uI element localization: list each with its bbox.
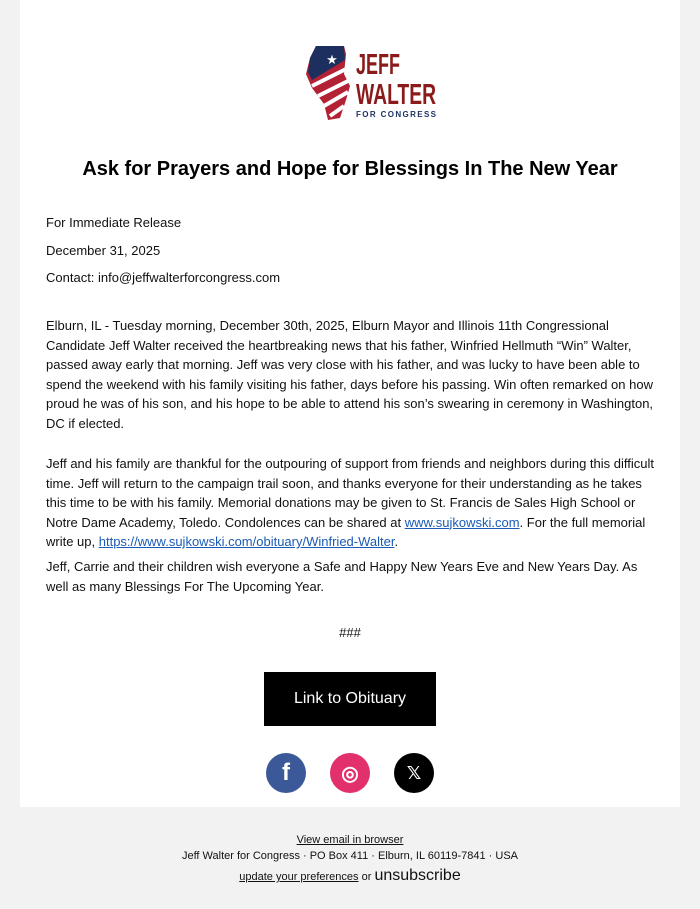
release-label: For Immediate Release (46, 215, 182, 230)
facebook-icon[interactable]: f (266, 753, 306, 793)
svg-text:JEFF: JEFF (356, 49, 400, 81)
paragraph-2 (46, 454, 656, 552)
text: . (394, 534, 399, 549)
obituary-url-link[interactable]: https://www.sujkowski.com/obituary/Winfried-Walter (98, 534, 395, 549)
footer (0, 832, 700, 885)
text: Jeff and his family are thankful for the outpouring of support from friends and neighbors during this difficult time. Jeff will return to the campaign trail soon, and thanks everyone for their understanding as he takes this time to be with his family. Memorial donations may be given to St. Francis de Sales High School or Notre Dame Academy, Toledo. Condolences can be shared at (46, 456, 654, 530)
mailing-address: Jeff Walter for Congress · PO Box 411 · Elburn, IL 60119-7841 · USA (181, 850, 519, 862)
page-title: Ask for Prayers and Hope for Blessings In The New Year (82, 158, 618, 180)
email-card (20, 0, 680, 807)
contact-line: Contact: info@jeffwalterforcongress.com (46, 270, 281, 285)
campaign-logo (304, 44, 438, 122)
svg-text:WALTER: WALTER (356, 79, 437, 111)
release-date: December 31, 2025 (46, 243, 161, 258)
x-icon[interactable]: 𝕏 (394, 753, 434, 793)
obituary-button[interactable]: Link to Obituary (264, 672, 436, 726)
svg-text:FOR CONGRESS: FOR CONGRESS (356, 110, 436, 119)
view-in-browser-link[interactable]: View email in browser (296, 834, 404, 846)
paragraph-1: Elburn, IL - Tuesday morning, December 30th, 2025, Elburn Mayor and Illinois 11th Congressional Candidate Jeff Walter received the heartbreaking news that his father, Winfried Hellmuth “Win” Walter, passed away early that morning. Jeff was very close with his father, and was lucky to have been able to spend the weekend with his family visiting his father, days before his passing. Win often remarked on how proud he was of his son, and his hope to be able to attend his son’s swearing in ceremony in Washington, DC if elected. (46, 318, 654, 431)
or-text: or (358, 871, 375, 883)
update-preferences-link[interactable]: update your preferences (239, 871, 359, 883)
text: . For the full memorial write up, (46, 514, 646, 549)
end-marker: ### (339, 625, 361, 640)
instagram-icon[interactable]: ◎ (330, 753, 370, 793)
unsubscribe-link[interactable]: unsubscribe (374, 867, 461, 884)
paragraph-3: Jeff, Carrie and their children wish everyone a Safe and Happy New Years Eve and New Years Day. As well as many Blessings For The Upcoming Year. (46, 559, 638, 594)
svg-text:★: ★ (326, 52, 338, 67)
sujkowski-link[interactable]: www.sujkowski.com (404, 514, 520, 530)
